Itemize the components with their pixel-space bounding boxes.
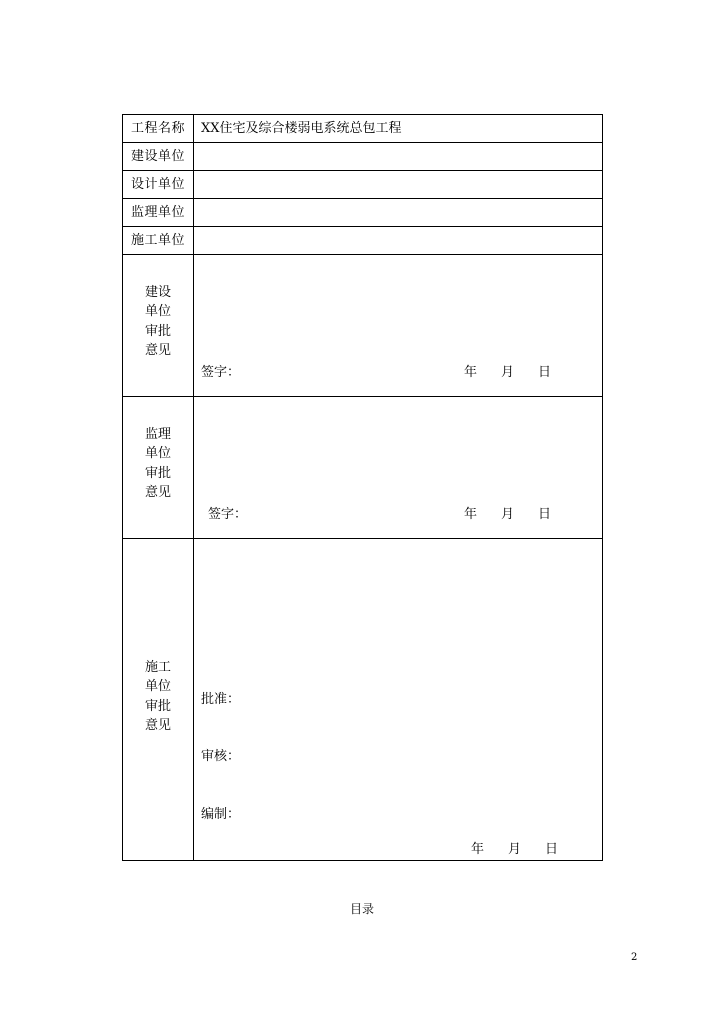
contractor-date-year: 年 (471, 842, 485, 857)
supervision-approval-opinion[interactable] (194, 397, 603, 539)
construction-approval-opinion[interactable] (194, 255, 603, 397)
supervision-unit-value[interactable] (194, 199, 603, 227)
form-row-contractor-unit (123, 227, 603, 255)
construction-approval-label-line: 意见 (144, 343, 171, 358)
form-row-construction-unit (123, 143, 603, 171)
contractor-approval-label (123, 539, 194, 861)
construction-unit-value[interactable] (194, 143, 603, 171)
supervision-approval-label-line: 意见 (144, 485, 171, 500)
compile-label: 编制： (201, 807, 241, 822)
contractor-approval-label-line: 审批 (144, 698, 171, 714)
supervision-approval-block (123, 397, 603, 539)
supervision-date-year: 年 (464, 507, 478, 522)
supervision-approval-label (123, 397, 194, 539)
supervision-approval-label-line: 审批 (144, 465, 171, 481)
construction-approval-label-line: 建设 (144, 284, 171, 300)
contractor-unit-value[interactable] (194, 227, 603, 255)
project-name-label: 工程名称 (123, 115, 194, 143)
supervision-date-month: 月 (501, 507, 515, 522)
construction-signature-label: 签字： (201, 365, 241, 380)
construction-date-day: 日 (538, 365, 552, 380)
form-row-project-name (123, 115, 603, 143)
table-of-contents-title: 目录 (349, 902, 374, 916)
construction-approval-label-line: 审批 (144, 323, 171, 339)
construction-date-year: 年 (464, 365, 478, 380)
supervision-approval-label-line: 单位 (144, 446, 171, 461)
supervision-signature-label: 签字： (208, 507, 248, 522)
supervision-date-day: 日 (538, 507, 552, 522)
project-name-value[interactable]: XX住宅及综合楼弱电系统总包工程 (194, 115, 603, 143)
page-number: 2 (631, 952, 638, 963)
design-unit-value[interactable] (194, 171, 603, 199)
contractor-approval-opinion[interactable] (194, 539, 603, 861)
contractor-unit-label: 施工单位 (123, 227, 194, 255)
contractor-approval-label-line: 单位 (144, 679, 171, 694)
form-row-supervision-unit (123, 199, 603, 227)
review-label: 审核： (201, 749, 241, 764)
contractor-date-day: 日 (545, 842, 559, 857)
contractor-approval-block (123, 539, 603, 861)
construction-approval-label-line: 单位 (144, 304, 171, 319)
project-approval-form (122, 114, 603, 861)
construction-date-month: 月 (501, 365, 515, 380)
supervision-unit-label: 监理单位 (123, 199, 194, 227)
contractor-date-month: 月 (508, 842, 522, 857)
supervision-approval-label-line: 监理 (144, 426, 171, 442)
construction-approval-label (123, 255, 194, 397)
approve-label: 批准： (201, 692, 241, 707)
construction-approval-block (123, 255, 603, 397)
contractor-approval-label-line: 意见 (144, 718, 171, 733)
contractor-approval-label-line: 施工 (144, 659, 171, 675)
form-row-design-unit (123, 171, 603, 199)
construction-unit-label: 建设单位 (123, 143, 194, 171)
design-unit-label: 设计单位 (123, 171, 194, 199)
